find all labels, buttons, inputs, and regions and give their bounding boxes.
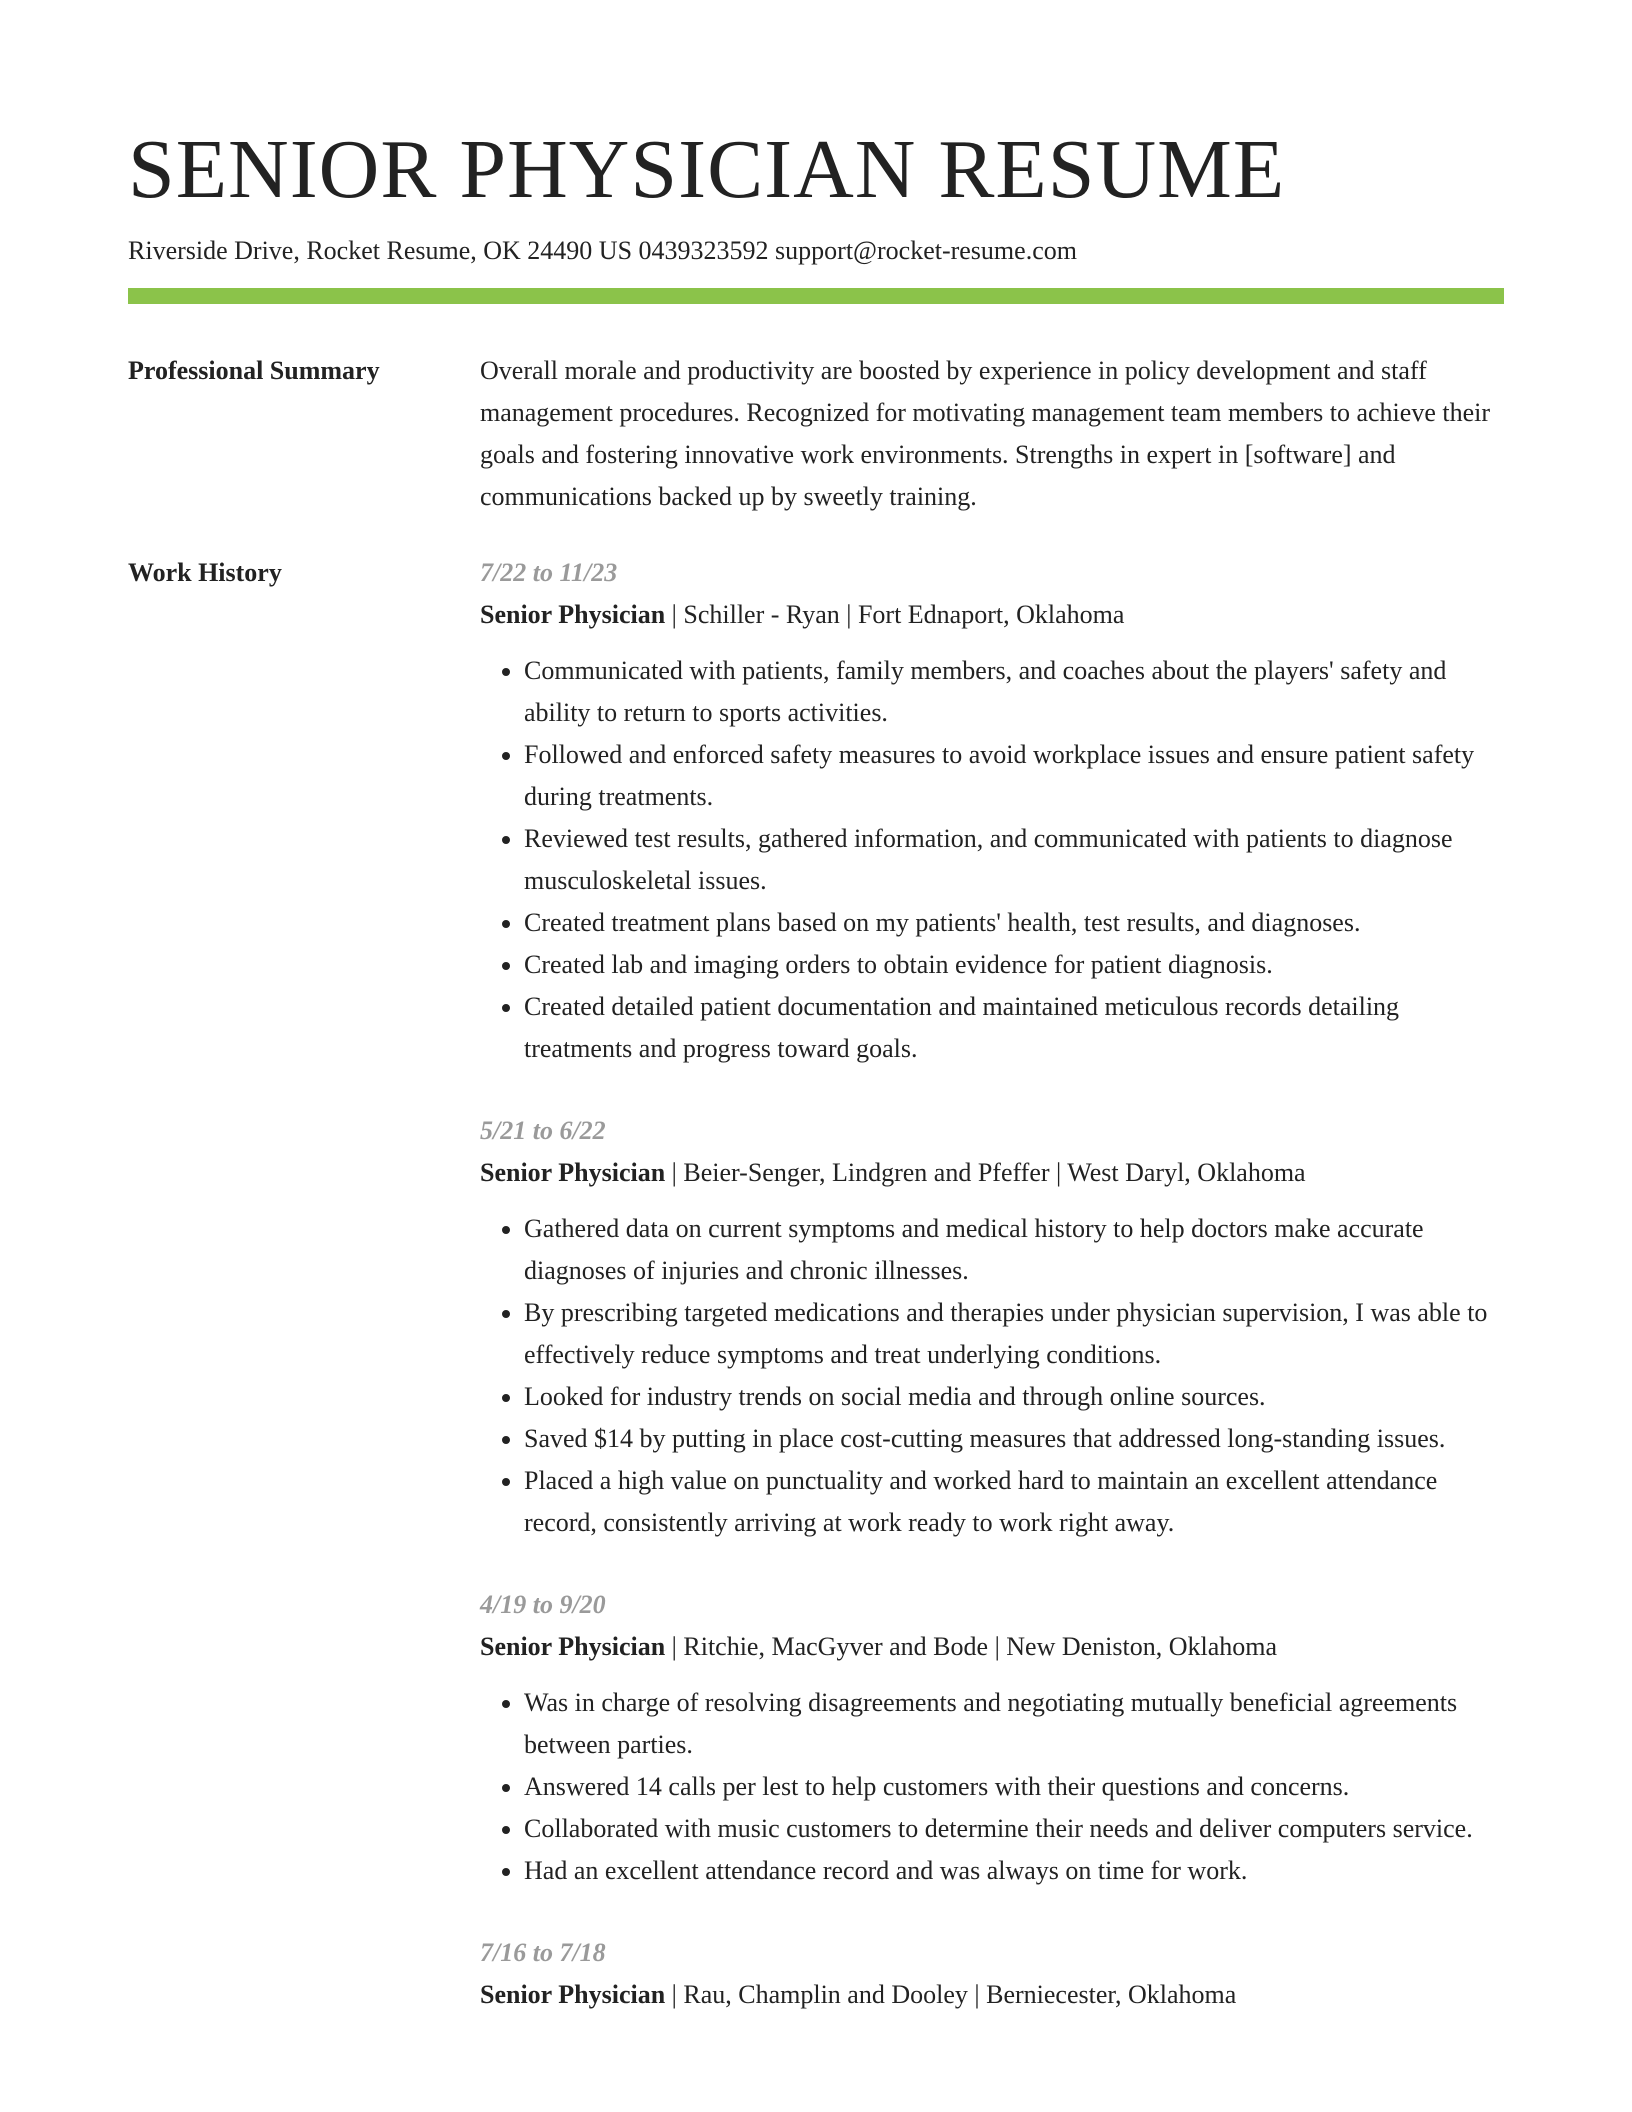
job-dates: 4/19 to 9/20 — [480, 1590, 606, 1619]
job-heading — [480, 1626, 1504, 1668]
job-bullet: • Looked for industry trends on social media and through online sources. — [524, 1376, 1504, 1418]
job-title: Senior Physician — [480, 600, 666, 629]
job-bullets — [480, 1208, 1504, 1544]
job-heading — [480, 594, 1504, 636]
job-bullet: • Saved $14 by putting in place cost-cutting measures that addressed long-standing issues. — [524, 1418, 1504, 1460]
job-bullet: • Followed and enforced safety measures to avoid workplace issues and ensure patient safety during treatments. — [524, 734, 1504, 818]
job-bullet: • Collaborated with music customers to determine their needs and deliver computers service. — [524, 1808, 1504, 1850]
job-bullet: • By prescribing targeted medications and therapies under physician supervision, I was able to effectively reduce symptoms and treat underlying conditions. — [524, 1292, 1504, 1376]
summary-text: Overall morale and productivity are boosted by experience in policy development and staff management procedures. Recognized for motivating management team members to achieve their goals and fostering innovative work environments. Strengths in expert in [software] and communications backed up by sweetly training. — [480, 356, 1491, 511]
job-title: Senior Physician — [480, 1158, 666, 1187]
address-text: Riverside Drive, Rocket Resume, OK 24490 US — [128, 236, 633, 265]
work-history-list — [480, 552, 1504, 2056]
phone-text: 0439323592 — [638, 236, 769, 265]
job-entry — [480, 1584, 1504, 1892]
job-details: | Beier-Senger, Lindgren and Pfeffer | West Daryl, Oklahoma — [665, 1158, 1306, 1187]
work-history-label: Work History — [128, 558, 282, 587]
job-bullet: • Was in charge of resolving disagreements and negotiating mutually beneficial agreements between parties. — [524, 1682, 1504, 1766]
email-text: support@rocket-resume.com — [775, 236, 1077, 265]
summary-section — [128, 350, 1504, 518]
job-dates: 7/16 to 7/18 — [480, 1938, 606, 1967]
job-bullet: • Placed a high value on punctuality and worked hard to maintain an excellent attendance record, consistently arriving at work ready to work right away. — [524, 1460, 1504, 1544]
job-bullet: • Created lab and imaging orders to obtain evidence for patient diagnosis. — [524, 944, 1504, 986]
job-entry — [480, 552, 1504, 1070]
work-history-section — [128, 552, 1504, 2056]
job-bullet: • Communicated with patients, family members, and coaches about the players' safety and ability to return to sports activities. — [524, 650, 1504, 734]
job-bullet: • Reviewed test results, gathered information, and communicated with patients to diagnose musculoskeletal issues. — [524, 818, 1504, 902]
job-dates: 5/21 to 6/22 — [480, 1116, 606, 1145]
job-bullet: • Gathered data on current symptoms and medical history to help doctors make accurate diagnoses of injuries and chronic illnesses. — [524, 1208, 1504, 1292]
job-bullet: • Created detailed patient documentation and maintained meticulous records detailing treatments and progress toward goals. — [524, 986, 1504, 1070]
job-dates: 7/22 to 11/23 — [480, 558, 618, 587]
header-divider — [128, 288, 1504, 304]
contact-line — [128, 234, 1504, 268]
job-heading — [480, 1974, 1504, 2016]
summary-label: Professional Summary — [128, 356, 380, 385]
job-heading — [480, 1152, 1504, 1194]
job-bullet: • Created treatment plans based on my patients' health, test results, and diagnoses. — [524, 902, 1504, 944]
job-entry — [480, 1110, 1504, 1544]
job-bullets — [480, 650, 1504, 1070]
job-details: | Schiller - Ryan | Fort Ednaport, Oklahoma — [665, 600, 1125, 629]
resume-title: SENIOR PHYSICIAN RESUME — [128, 123, 1286, 216]
job-title: Senior Physician — [480, 1632, 666, 1661]
job-bullet: • Answered 14 calls per lest to help customers with their questions and concerns. — [524, 1766, 1504, 1808]
job-details: | Ritchie, MacGyver and Bode | New Deniston, Oklahoma — [665, 1632, 1278, 1661]
job-bullets — [480, 1682, 1504, 1892]
job-title: Senior Physician — [480, 1980, 666, 2009]
job-bullet: • Had an excellent attendance record and was always on time for work. — [524, 1850, 1504, 1892]
job-details: | Rau, Champlin and Dooley | Berniecester, Oklahoma — [665, 1980, 1237, 2009]
job-entry — [480, 1932, 1504, 2016]
